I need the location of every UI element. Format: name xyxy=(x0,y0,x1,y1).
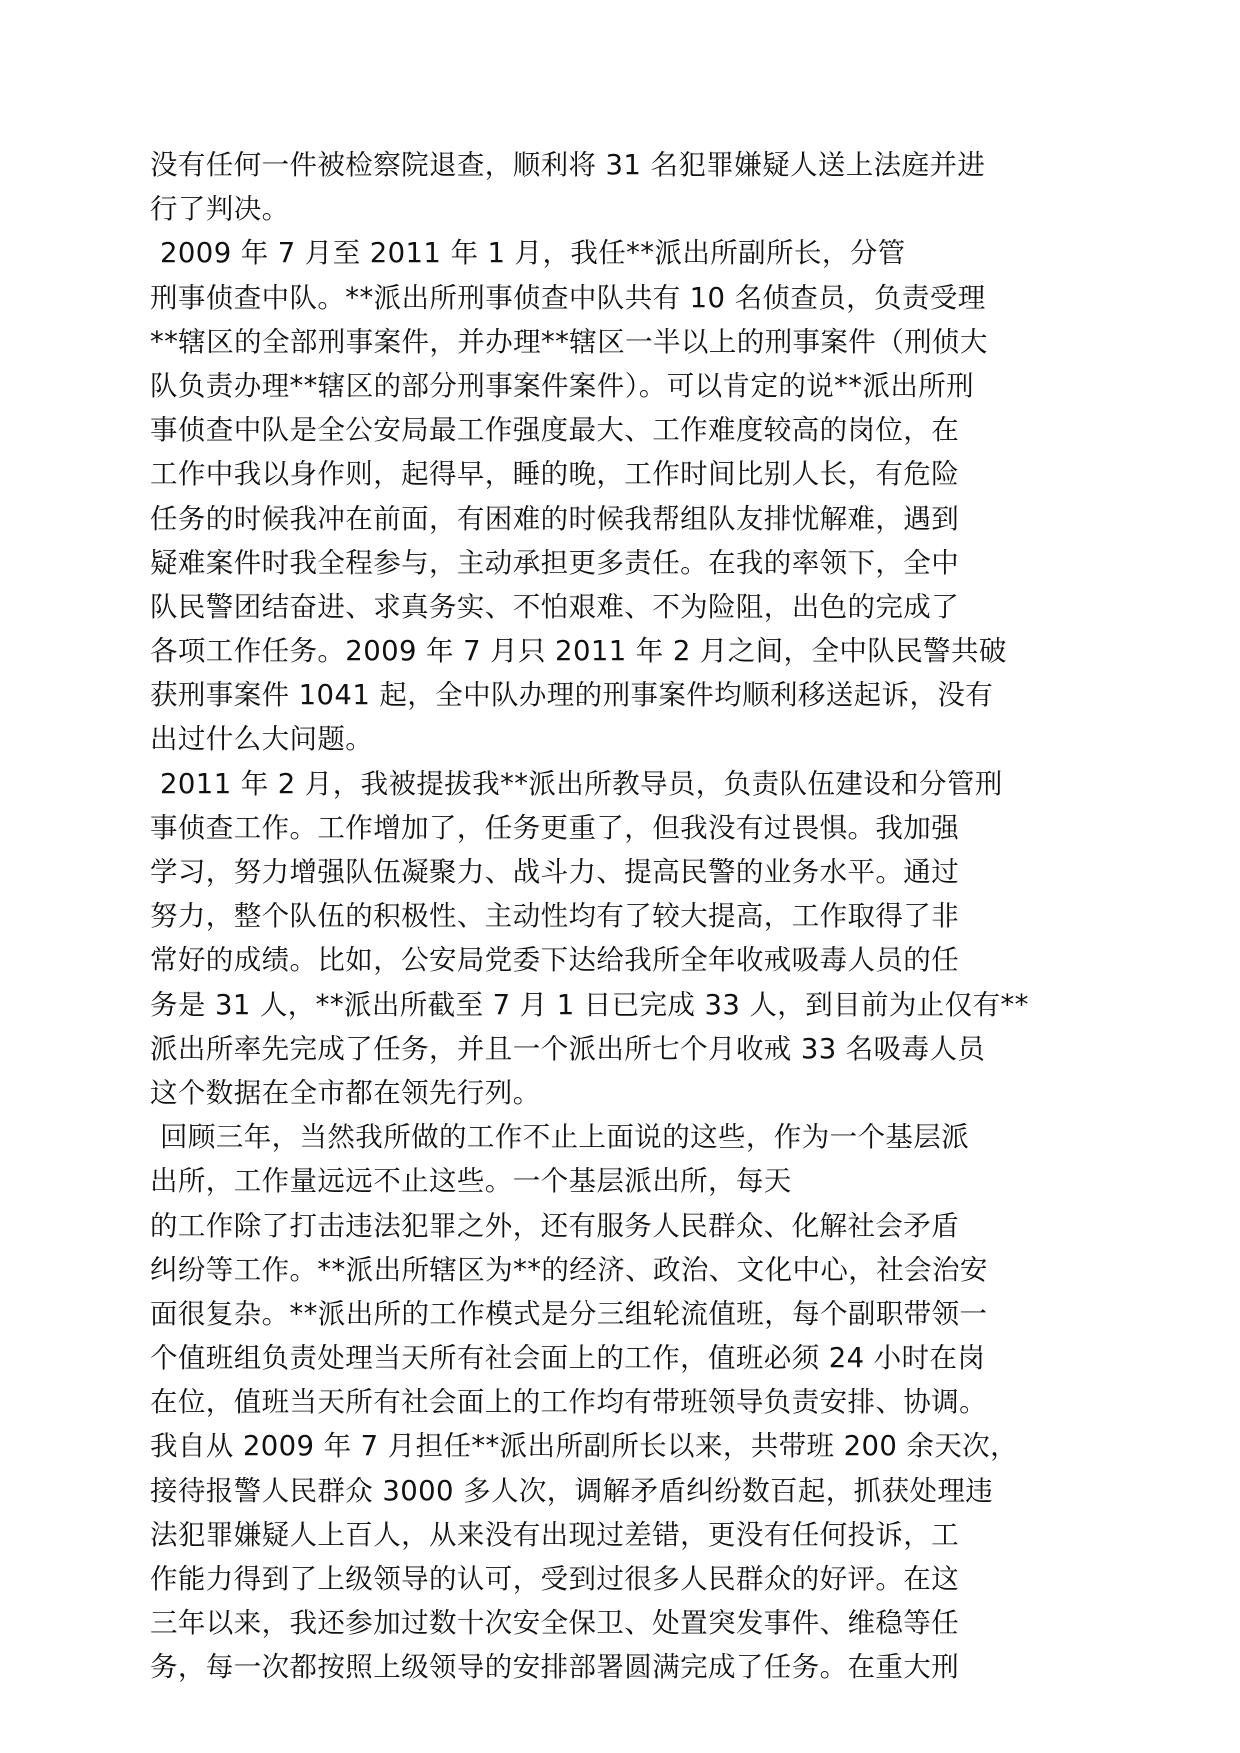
text-line: 努力，整个队伍的积极性、主动性均有了较大提高，工作取得了非 xyxy=(150,900,960,933)
text-line: 没有任何一件被检察院退查，顺利将 31 名犯罪嫌疑人送上法庭并进 xyxy=(150,149,986,181)
text-line: 法犯罪嫌疑人上百人，从来没有出现过差错，更没有任何投诉，工 xyxy=(150,1518,960,1551)
text-line: 接待报警人民群众 3000 多人次，调解矛盾纠纷数百起，抓获处理违 xyxy=(150,1474,994,1507)
text-line: 事侦查中队是全公安局最工作强度最大、工作难度较高的岗位，在 xyxy=(150,414,960,447)
text-line: 回顾三年，当然我所做的工作不止上面说的这些，作为一个基层派 xyxy=(160,1121,970,1154)
text-line: 派出所率先完成了任务，并且一个派出所七个月收戒 33 名吸毒人员 xyxy=(150,1032,986,1065)
text-line: 个值班组负责处理当天所有社会面上的工作，值班必须 24 小时在岗 xyxy=(150,1342,986,1375)
text-line: 事侦查工作。工作增加了，任务更重了，但我没有过畏惧。我加强 xyxy=(150,811,960,844)
text-line: 在位，值班当天所有社会面上的工作均有带班领导负责安排、协调。 xyxy=(150,1386,987,1419)
text-line: 三年以来，我还参加过数十次安全保卫、处置突发事件、维稳等任 xyxy=(150,1607,960,1640)
text-line: 获刑事案件 1041 起，全中队办理的刑事案件均顺利移送起诉，没有 xyxy=(150,679,994,712)
text-line: 的工作除了打击违法犯罪之外，还有服务人民群众、化解社会矛盾 xyxy=(150,1209,960,1242)
text-line: 行了判决。 xyxy=(150,193,290,226)
text-line: 任务的时候我冲在前面，有困难的时候我帮组队友排忧解难，遇到 xyxy=(150,502,960,535)
text-line: 各项工作任务。2009 年 7 月只 2011 年 2 月之间，全中队民警共破 xyxy=(150,635,1007,668)
text-line: 我自从 2009 年 7 月担任**派出所副所长以来，共带班 200 余天次， xyxy=(150,1430,1019,1463)
text-line: 作能力得到了上级领导的认可，受到过很多人民群众的好评。在这 xyxy=(150,1563,960,1595)
text-line: 队民警团结奋进、求真务实、不怕艰难、不为险阻，出色的完成了 xyxy=(150,590,960,623)
text-line: 2009 年 7 月至 2011 年 1 月，我任**派出所副所长，分管 xyxy=(160,237,906,270)
text-line: 务，每一次都按照上级领导的安排部署圆满完成了任务。在重大刑 xyxy=(150,1651,960,1684)
text-line: 出过什么大问题。 xyxy=(150,723,374,756)
text-line: 这个数据在全市都在领先行列。 xyxy=(150,1076,541,1109)
text-line: 常好的成绩。比如，公安局党委下达给我所全年收戒吸毒人员的任 xyxy=(150,944,960,977)
text-line: 面很复杂。**派出所的工作模式是分三组轮流值班，每个副职带领一 xyxy=(150,1297,988,1330)
body-text xyxy=(150,143,1110,1690)
text-line: 学习，努力增强队伍凝聚力、战斗力、提高民警的业务水平。通过 xyxy=(150,856,960,888)
text-line: 纠纷等工作。**派出所辖区为**的经济、政治、文化中心，社会治安 xyxy=(150,1253,988,1286)
text-line: 疑难案件时我全程参与，主动承担更多责任。在我的率领下，全中 xyxy=(150,546,960,579)
text-line: 工作中我以身作则，起得早，睡的晚，工作时间比别人长，有危险 xyxy=(150,458,960,491)
text-line: 务是 31 人，**派出所截至 7 月 1 日已完成 33 人，到目前为止仅有** xyxy=(150,988,1029,1021)
text-line: 刑事侦查中队。**派出所刑事侦查中队共有 10 名侦查员，负责受理 xyxy=(150,281,986,314)
text-line: **辖区的全部刑事案件，并办理**辖区一半以上的刑事案件（刑侦大 xyxy=(150,325,988,358)
text-line: 2011 年 2 月，我被提拔我**派出所教导员，负责队伍建设和分管刑 xyxy=(160,767,1003,800)
text-line: 出所，工作量远远不止这些。一个基层派出所，每天 xyxy=(150,1165,792,1198)
text-line: 队负责办理**辖区的部分刑事案件案件）。可以肯定的说**派出所刑 xyxy=(150,369,975,402)
